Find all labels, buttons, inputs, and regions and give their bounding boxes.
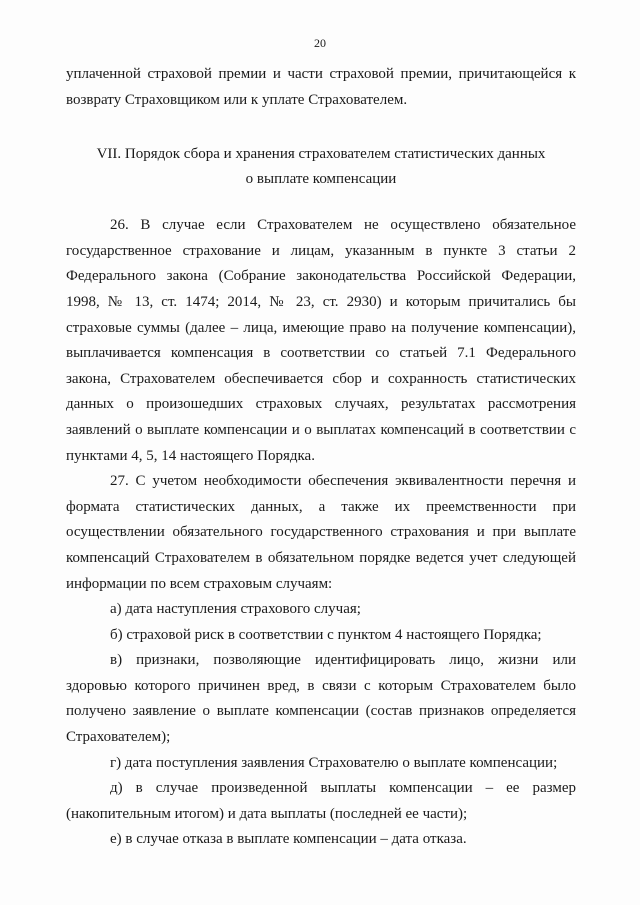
- section-heading: [66, 142, 576, 192]
- list-item-v: в) признаки, позволяющие идентифицировать лицо, жизни или здоровью которого причинен вред, в связи с которым Страхователем было получено заявление о выплате компенсации (состав признаков определяется Страхователем);: [66, 652, 576, 746]
- section-heading-line-1: VII. Порядок сбора и хранения страхователем статистических данных: [96, 146, 546, 163]
- list-item-a: а) дата наступления страхового случая;: [110, 601, 361, 618]
- document-body: [66, 62, 576, 853]
- clause-27: 27. С учетом необходимости обеспечения эквивалентности перечня и формата статистических данных, а также их преемственности при осуществлении обязательного государственного страхования и при выплате компенсаций Страхователем в обязательном порядке ведется учет следующей информации по всем страховым случаям:: [66, 473, 576, 592]
- page-number: 20: [314, 36, 326, 50]
- list-item-b: б) страховой риск в соответствии с пунктом 4 настоящего Порядка;: [110, 626, 542, 643]
- clause-26: 26. В случае если Страхователем не осуществлено обязательное государственное страхование и лицам, указанным в пункте 3 статьи 2 Федерального закона (Собрание законодательства Российской Федерации, 1998, № 13, ст. 1474; 2014, № 23, ст. 2930) и которым причитались бы страховые суммы (далее – лица, имеющие право на получение компенсации), выплачивается компенсация в соответствии со статьей 7.1 Федерального закона, Страхователем обеспечивается сбор и сохранность статистических данных о произошедших страховых случаях, результатах рассмотрения заявлений о выплате компенсации и о выплатах компенсаций в соответствии с пунктами 4, 5, 14 настоящего Порядка.: [66, 217, 576, 464]
- list-item-g: г) дата поступления заявления Страхователю о выплате компенсации;: [110, 754, 558, 771]
- list-item-d: д) в случае произведенной выплаты компенсации – ее размер (накопительным итогом) и дата выплаты (последней ее части);: [66, 780, 576, 822]
- section-heading-line-2: о выплате компенсации: [245, 171, 397, 188]
- list-item-e: е) в случае отказа в выплате компенсации – дата отказа.: [110, 831, 467, 848]
- intro-paragraph: уплаченной страховой премии и части страховой премии, причитающейся к возврату Страховщиком или к уплате Страхователем.: [66, 66, 576, 108]
